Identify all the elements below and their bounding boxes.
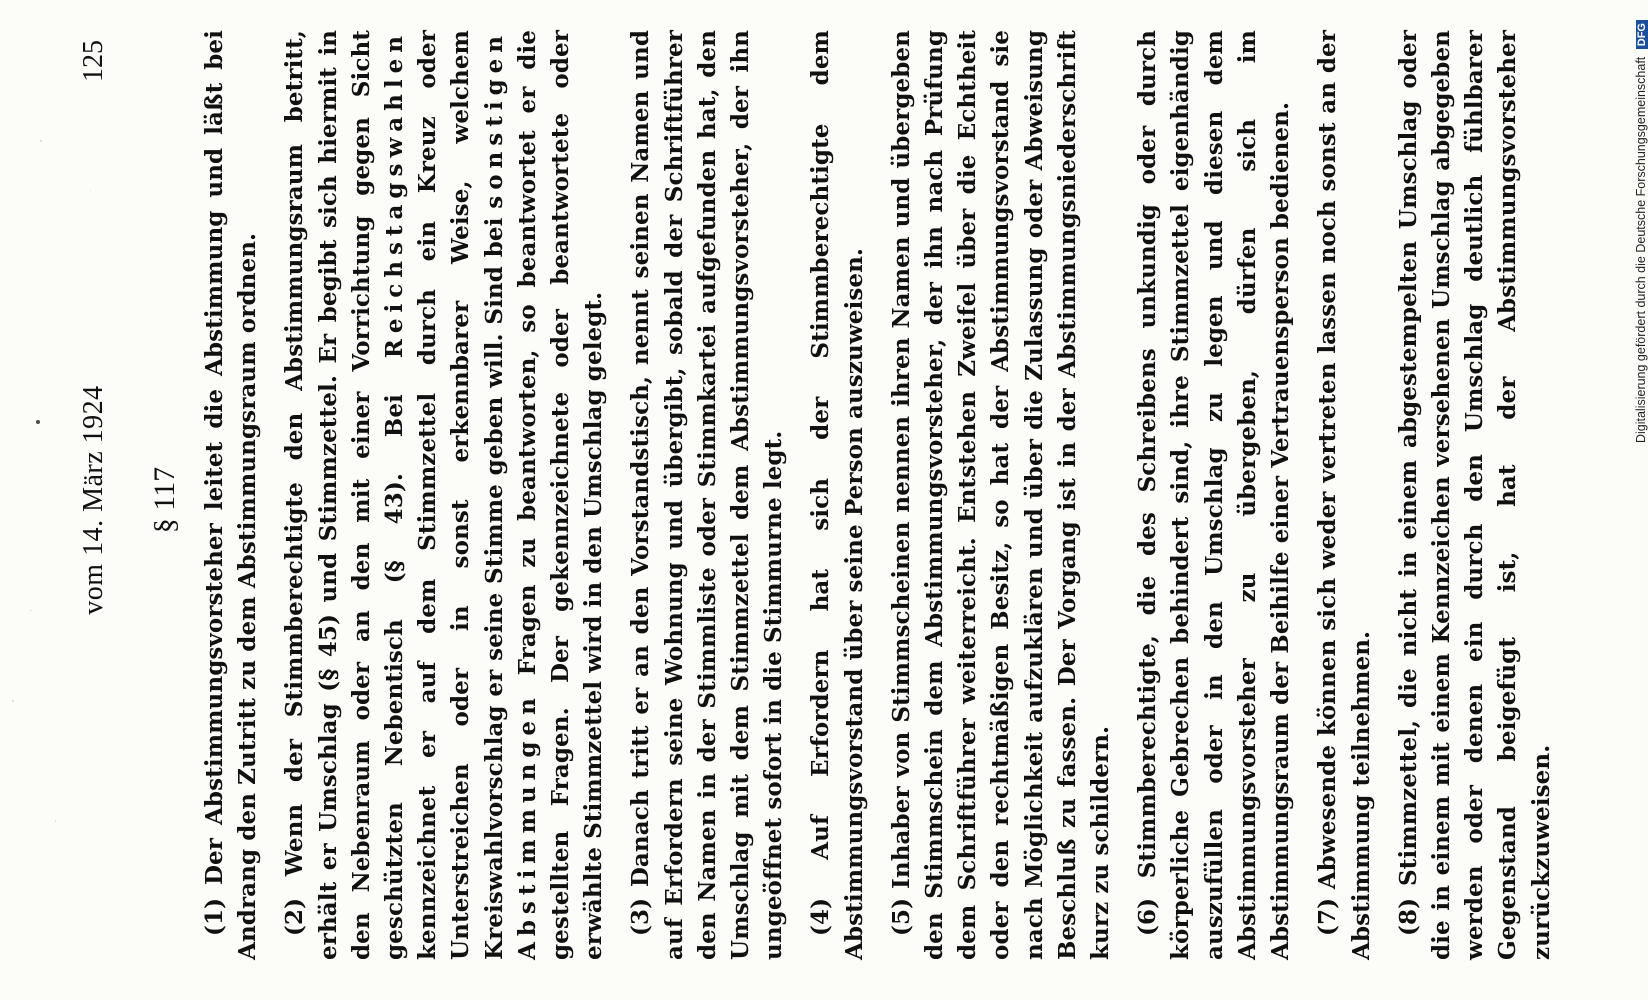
paragraph-1 (198, 30, 264, 960)
paragraph-8 (1392, 30, 1558, 960)
header-date: vom 14. März 1924 (78, 385, 109, 615)
page-number: 125 (78, 40, 109, 82)
paragraph-text: Fragen zu beantworten, so beantwortet er die gestellten Fragen. Der gekennzeichnete oder beantwortete oder erwählte Stimmzettel wird in den Umschlag gelegt. (513, 30, 608, 960)
paragraph-2 (278, 30, 610, 960)
paragraph-text: (1) Der Abstimmungsvorsteher leitet die Abstimmung und läßt bei Andrang den Zutritt zu dem Abstimmungsraum ordnen. (201, 30, 262, 960)
paragraph-text: (3) Danach tritt er an den Vorstandstisch, nennt seinen Namen und auf Erfordern seine Wohnung und übergibt, sobald der Schriftführer den Namen in der Stimmliste oder Stimmkartei aufgefunden hat, den Umschlag mit dem Stimmzettel dem Abstimmungsvorsteher, der ihn ungeöffnet sofort in die Stimmurne legt. (627, 30, 788, 960)
paragraph-text: (4) Auf Erfordern hat sich der Stimmberechtigte dem Abstimmungsvorstand über seine Person auszuweisen. (807, 30, 868, 960)
paragraph-7 (1311, 30, 1377, 960)
running-header (78, 40, 118, 960)
spaced-emphasis: Reichstagswahlen (381, 30, 409, 359)
dfg-logo: DFG (1636, 20, 1648, 49)
credit-text: Digitalisierung gefördert durch die Deutsche Forschungsgemeinschaft (1634, 56, 1648, 444)
credit-line (1634, 20, 1648, 980)
paragraph-6 (1131, 30, 1297, 960)
paragraph-4 (804, 30, 870, 960)
paragraph-text: (5) Inhaber von Stimmscheinen nennen ihren Namen und übergeben den Stimmschein dem Abstimmungsvorsteher, der ihn nach Prüfung dem Schriftführer weiterreicht. Entstehen Zweifel über die Echtheit oder den rechtmäßigen Besitz, so hat der Abstimmungsvorstand sie nach Möglichkeit aufzuklären und über die Zulassung oder Abweisung Beschluß zu fassen. Der Vorgang ist in der Abstimmungsniederschrift kurz zu schildern. (887, 30, 1115, 960)
paragraph-text: (7) Abwesende können sich weder vertreten lassen noch sonst an der Abstimmung teilnehmen. (1314, 30, 1375, 960)
digitization-credit (1604, 20, 1648, 980)
paragraph-text: (2) Wenn der Stimmberechtigte den Abstimmungsraum betritt, erhält er Umschlag (§ 45) und Stimmzettel. Er begibt sich hiermit in den Nebenraum oder an den mit einer Vorrichtung gegen Sicht geschützten Nebentisch (§ 43). Bei (281, 30, 409, 960)
paragraph-3 (624, 30, 790, 960)
paragraph-text: (6) Stimmberechtigte, die des Schreibens unkundig oder durch körperliche Gebrechen behindert sind, ihre Stimmzettel eigenhändig auszufüllen oder in den Umschlag zu legen und diesen dem Abstimmungsvorsteher zu übergeben, dürfen sich im Abstimmungsraum der Beihilfe einer Vertrauensperson bedienen. (1134, 30, 1295, 960)
section-heading: § 117 (148, 466, 181, 534)
paragraph-5 (885, 30, 1117, 960)
spaced-emphasis: sonstigen Abstimmungen (480, 29, 541, 960)
paragraph-text: (8) Stimmzettel, die nicht in einem abgestempelten Umschlag oder die in einem mit einem Kennzeichen versehenen Umschlag abgegeben werden oder denen ein durch den Umschlag deutlich fühlbarer Gegenstand beigefügt ist, hat der Abstimmungsvorsteher zurückzuweisen. (1394, 30, 1555, 960)
paragraph-text: kennzeichnet er auf dem Stimmzettel durch ein Kreuz oder Unterstreichen oder in sonst erkennbarer Weise, welchem Kreiswahlvorschlag er seine Stimme geben will. Sind bei (414, 30, 508, 960)
section-body (198, 30, 1572, 960)
